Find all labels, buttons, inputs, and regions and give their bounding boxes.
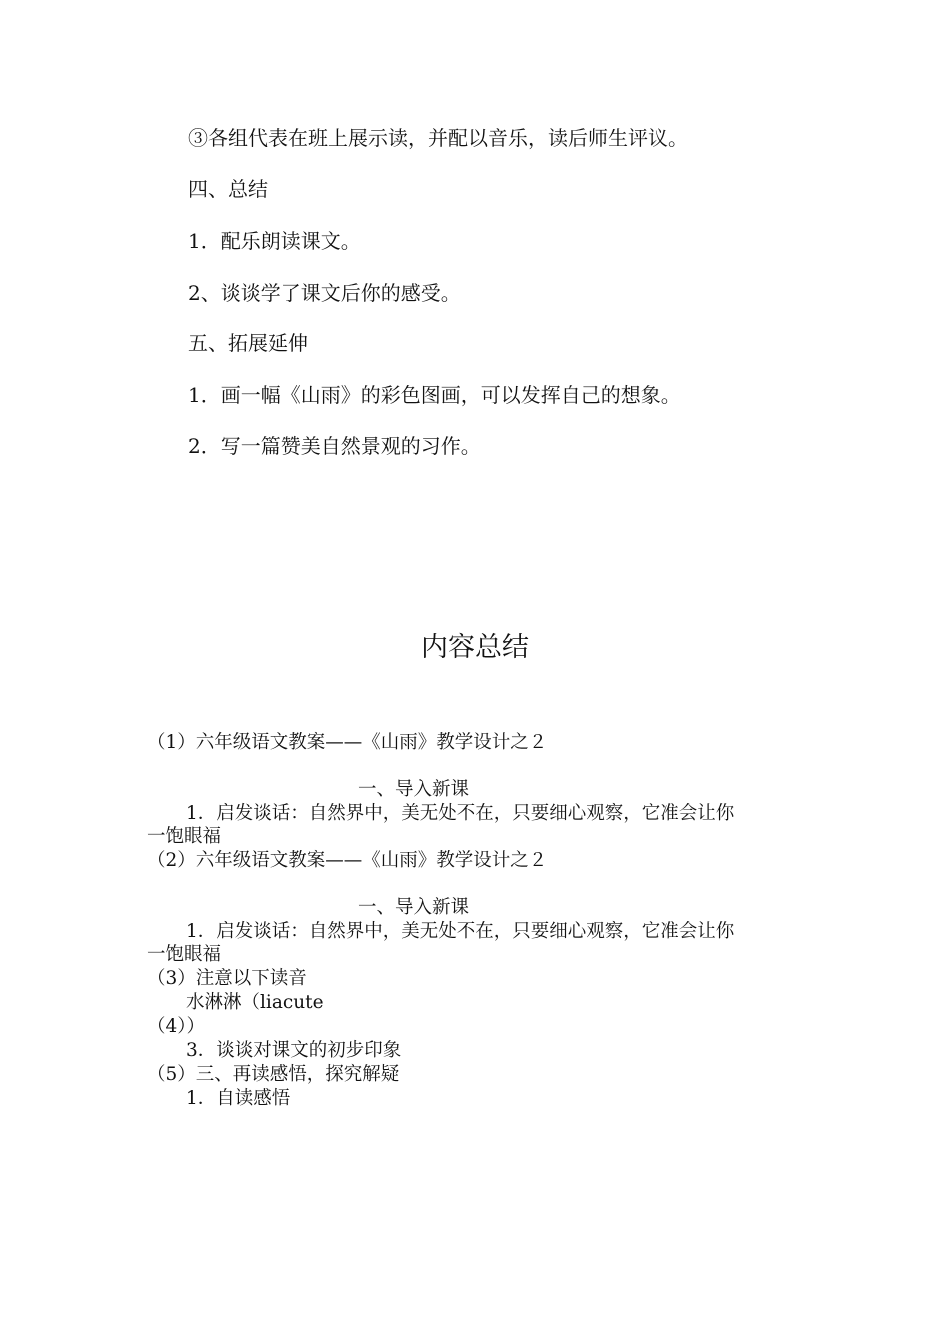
summary-line-2: （2）六年级语文教案——《山雨》教学设计之２ xyxy=(147,850,548,871)
extension-item-2: 2．写一篇赞美自然景观的习作。 xyxy=(188,434,481,458)
summary-line-talk-1-cont: 一饱眼福 xyxy=(147,826,222,847)
summary-item-1: 1．配乐朗读课文。 xyxy=(188,229,361,253)
summary-line-heading-1: 一、导入新课 xyxy=(358,779,470,800)
section-heading-summary: 四、总结 xyxy=(188,177,268,201)
summary-line-3: （3）注意以下读音 xyxy=(147,968,307,989)
summary-line-heading-2: 一、导入新课 xyxy=(358,897,470,918)
summary-item-2: 2、谈谈学了课文后你的感受。 xyxy=(188,281,461,305)
extension-item-1: 1．画一幅《山雨》的彩色图画，可以发挥自己的想象。 xyxy=(188,383,681,407)
summary-line-5: （5）三、再读感悟，探究解疑 xyxy=(147,1064,400,1085)
summary-line-talk-2: 1．启发谈话：自然界中，美无处不在，只要细心观察，它准会让你 xyxy=(186,921,735,942)
summary-line-pronunciation: 水淋淋（liacute xyxy=(186,992,324,1013)
summary-line-talk-1: 1．启发谈话：自然界中，美无处不在，只要细心观察，它准会让你 xyxy=(186,803,735,824)
summary-line-4: （4）） xyxy=(147,1016,206,1037)
summary-line-1: （1）六年级语文教案——《山雨》教学设计之２ xyxy=(147,732,548,753)
summary-line-self-reading: 1．自读感悟 xyxy=(186,1088,291,1109)
step-group-reading: ③各组代表在班上展示读，并配以音乐，读后师生评议。 xyxy=(188,126,688,150)
section-heading-extension: 五、拓展延伸 xyxy=(188,331,308,355)
summary-line-impression: 3．谈谈对课文的初步印象 xyxy=(186,1040,402,1061)
summary-line-talk-2-cont: 一饱眼福 xyxy=(147,944,222,965)
summary-title: 内容总结 xyxy=(421,632,529,663)
